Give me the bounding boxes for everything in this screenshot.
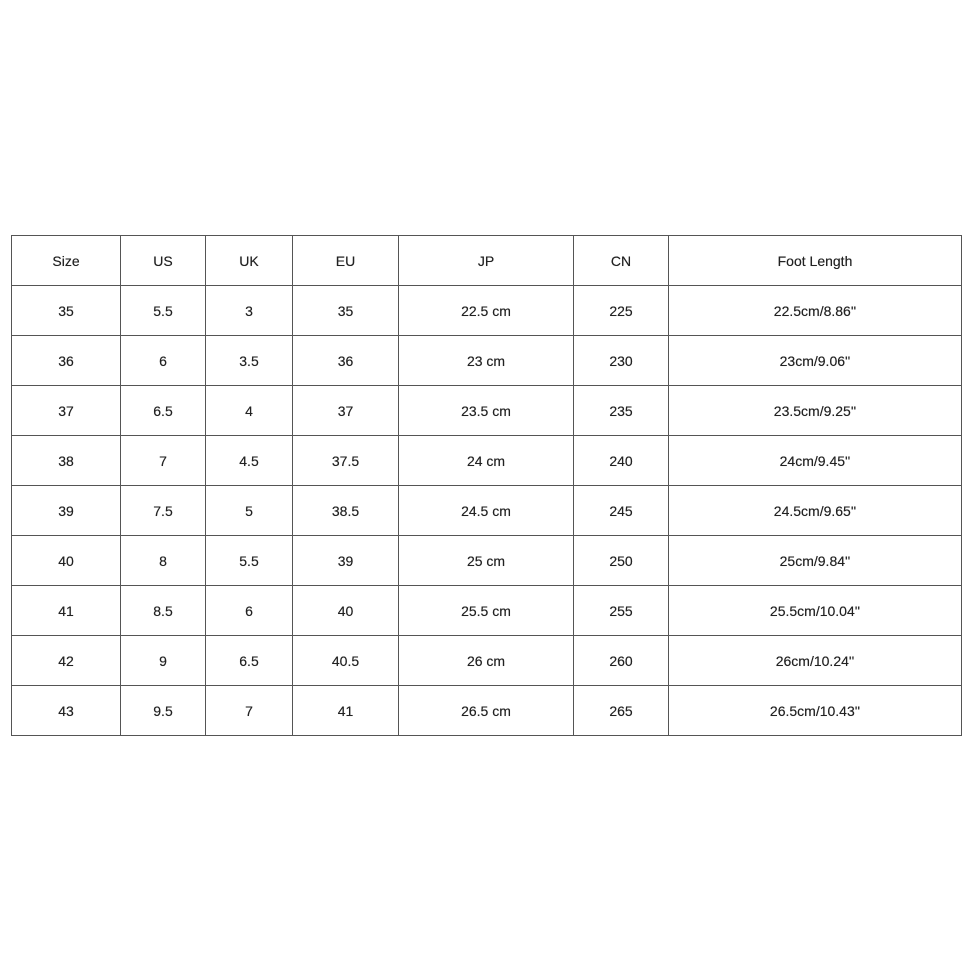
cell-cn: 250 <box>574 536 669 586</box>
cell-uk: 3 <box>206 286 293 336</box>
cell-size: 38 <box>12 436 121 486</box>
header-jp: JP <box>399 236 574 286</box>
cell-cn: 255 <box>574 586 669 636</box>
cell-eu: 37.5 <box>293 436 399 486</box>
cell-us: 6 <box>121 336 206 386</box>
cell-eu: 40.5 <box>293 636 399 686</box>
table-row <box>12 586 962 636</box>
cell-cn: 240 <box>574 436 669 486</box>
cell-eu: 36 <box>293 336 399 386</box>
header-eu: EU <box>293 236 399 286</box>
cell-jp: 26.5 cm <box>399 686 574 736</box>
cell-cn: 230 <box>574 336 669 386</box>
cell-cn: 235 <box>574 386 669 436</box>
cell-foot-length: 25cm/9.84'' <box>669 536 962 586</box>
cell-jp: 23.5 cm <box>399 386 574 436</box>
cell-foot-length: 24.5cm/9.65'' <box>669 486 962 536</box>
header-uk: UK <box>206 236 293 286</box>
cell-foot-length: 26cm/10.24'' <box>669 636 962 686</box>
cell-jp: 25.5 cm <box>399 586 574 636</box>
table-row <box>12 286 962 336</box>
cell-us: 5.5 <box>121 286 206 336</box>
cell-uk: 6 <box>206 586 293 636</box>
header-row <box>12 236 962 286</box>
cell-uk: 4.5 <box>206 436 293 486</box>
cell-size: 36 <box>12 336 121 386</box>
cell-uk: 7 <box>206 686 293 736</box>
cell-us: 7.5 <box>121 486 206 536</box>
cell-jp: 25 cm <box>399 536 574 586</box>
size-chart-body <box>12 286 962 736</box>
cell-us: 9 <box>121 636 206 686</box>
table-row <box>12 636 962 686</box>
cell-us: 8 <box>121 536 206 586</box>
cell-size: 41 <box>12 586 121 636</box>
cell-size: 37 <box>12 386 121 436</box>
table-row <box>12 486 962 536</box>
cell-foot-length: 22.5cm/8.86'' <box>669 286 962 336</box>
table-row <box>12 386 962 436</box>
cell-us: 8.5 <box>121 586 206 636</box>
cell-size: 35 <box>12 286 121 336</box>
cell-eu: 40 <box>293 586 399 636</box>
header-foot-length: Foot Length <box>669 236 962 286</box>
cell-foot-length: 24cm/9.45'' <box>669 436 962 486</box>
cell-eu: 38.5 <box>293 486 399 536</box>
cell-uk: 5.5 <box>206 536 293 586</box>
cell-size: 43 <box>12 686 121 736</box>
cell-us: 7 <box>121 436 206 486</box>
cell-foot-length: 23cm/9.06'' <box>669 336 962 386</box>
table-row <box>12 686 962 736</box>
cell-us: 9.5 <box>121 686 206 736</box>
table-row <box>12 336 962 386</box>
cell-eu: 37 <box>293 386 399 436</box>
cell-size: 42 <box>12 636 121 686</box>
cell-eu: 35 <box>293 286 399 336</box>
cell-uk: 5 <box>206 486 293 536</box>
cell-jp: 26 cm <box>399 636 574 686</box>
cell-foot-length: 23.5cm/9.25'' <box>669 386 962 436</box>
cell-jp: 23 cm <box>399 336 574 386</box>
cell-cn: 245 <box>574 486 669 536</box>
table-row <box>12 436 962 486</box>
cell-uk: 4 <box>206 386 293 436</box>
cell-jp: 24 cm <box>399 436 574 486</box>
cell-size: 39 <box>12 486 121 536</box>
size-chart-table <box>11 235 962 736</box>
cell-cn: 225 <box>574 286 669 336</box>
cell-size: 40 <box>12 536 121 586</box>
cell-jp: 24.5 cm <box>399 486 574 536</box>
cell-us: 6.5 <box>121 386 206 436</box>
cell-eu: 39 <box>293 536 399 586</box>
cell-uk: 3.5 <box>206 336 293 386</box>
cell-jp: 22.5 cm <box>399 286 574 336</box>
cell-foot-length: 26.5cm/10.43'' <box>669 686 962 736</box>
header-us: US <box>121 236 206 286</box>
cell-cn: 265 <box>574 686 669 736</box>
table-row <box>12 536 962 586</box>
cell-foot-length: 25.5cm/10.04'' <box>669 586 962 636</box>
header-cn: CN <box>574 236 669 286</box>
cell-eu: 41 <box>293 686 399 736</box>
cell-uk: 6.5 <box>206 636 293 686</box>
header-size: Size <box>12 236 121 286</box>
cell-cn: 260 <box>574 636 669 686</box>
